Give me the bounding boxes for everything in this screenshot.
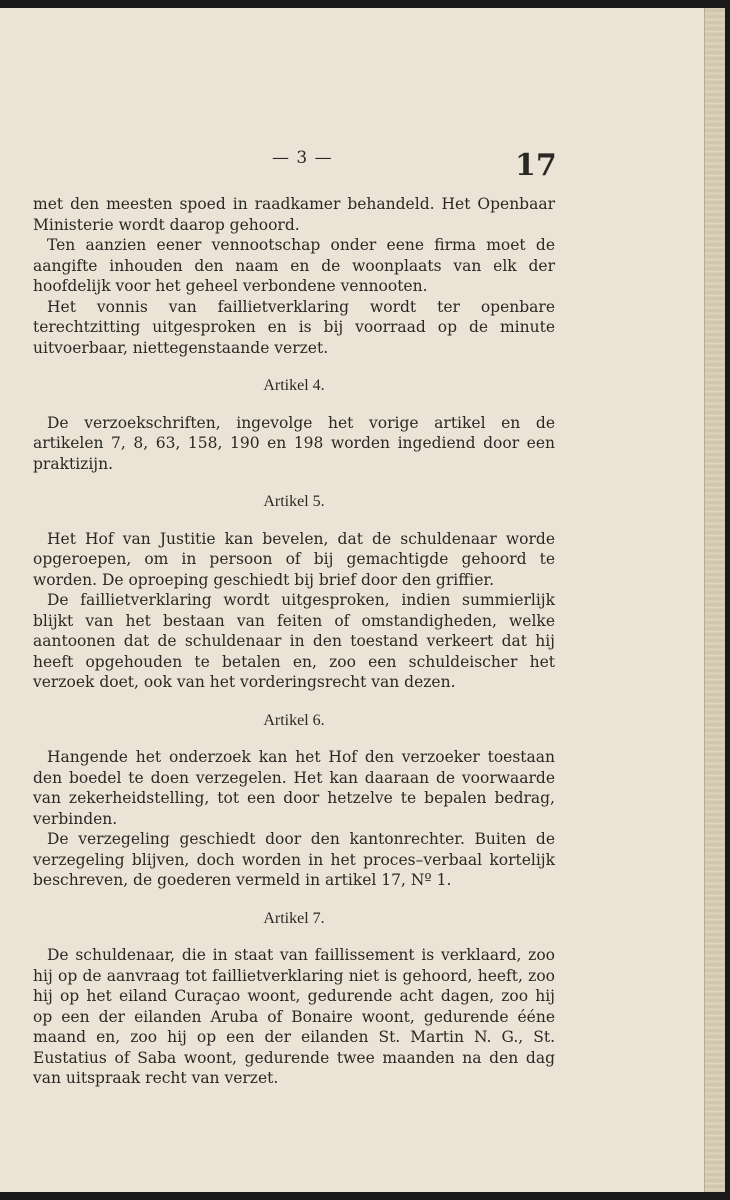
intro-paragraph: met den meesten spoed in raadkamer behandeld. Het Openbaar Ministerie wordt daarop gehoord.	[33, 195, 555, 234]
article-paragraph: De verzegeling geschiedt door den kantonrechter. Buiten de verzegeling blijven, doch worden in het proces–verbaal kortelijk beschreven, de goederen vermeld in artikel 17, Nº 1.	[33, 830, 555, 889]
article-paragraph: De faillietverklaring wordt uitgesproken, indien summierlijk blijkt van het bestaan van feiten of omstandigheden, welke aantoonen dat de schuldenaar in den toestand verkeert dat hij heeft opgehouden te betalen en, zoo een schuldeischer het verzoek doet, ook van het vorderingsrecht van dezen.	[33, 591, 555, 691]
article-paragraph: De verzoekschriften, ingevolge het vorige artikel en de artikelen 7, 8, 63, 158, 190 en 198 worden ingediend door een praktizijn.	[33, 413, 555, 473]
document-page	[0, 8, 712, 1192]
article-heading: Artikel 5.	[263, 493, 325, 510]
article-heading: Artikel 6.	[263, 711, 325, 729]
article-6	[33, 711, 555, 891]
article-heading: Artikel 4.	[263, 377, 325, 394]
article-4	[33, 376, 555, 474]
article-paragraph: Het Hof van Justitie kan bevelen, dat de schuldenaar worde opgeroepen, om in persoon of bij gemachtigde gehoord te worden. De oproeping geschiedt bij brief door den griffier.	[33, 529, 555, 589]
intro-paragraph: Ten aanzien eener vennootschap onder eene firma moet de aangifte inhouden den naam en de woonplaats van elk der hoofdelijk voor het geheel verbondene vennooten.	[33, 236, 555, 295]
page-edge	[704, 8, 725, 1192]
article-paragraph: Hangende het onderzoek kan het Hof den verzoeker toestaan den boedel te doen verzegelen. Het kan daaraan de voorwaarde van zekerheidstelling, tot een door hetzelve te bepalen bedrag, verbinden.	[33, 748, 555, 828]
article-paragraph: De schuldenaar, die in staat van faillissement is verklaard, zoo hij op de aanvraag tot faillietverklaring niet is gehoord, heeft, zoo hij op het eiland Curaçao woont, gedurende acht dagen, zoo hij op een der eilanden Aruba of Bonaire woont, gedurende ééne maand en, zoo hij op een der eilanden St. Martin N. G., St. Eustatius of Saba woont, gedurende twee maanden na den dag van uitspraak recht van verzet.	[33, 946, 555, 1087]
page-marker: — 3 —	[272, 148, 333, 168]
article-7	[33, 909, 555, 1089]
folio-number: 17	[515, 148, 557, 183]
article-5	[33, 492, 555, 693]
body-text	[33, 194, 555, 1089]
article-heading: Artikel 7.	[263, 909, 325, 927]
intro-paragraph: Het vonnis van faillietverklaring wordt ter openbare terechtzitting uitgesproken en is bij voorraad op de minute uitvoerbaar, niettegenstaande verzet.	[33, 297, 555, 357]
